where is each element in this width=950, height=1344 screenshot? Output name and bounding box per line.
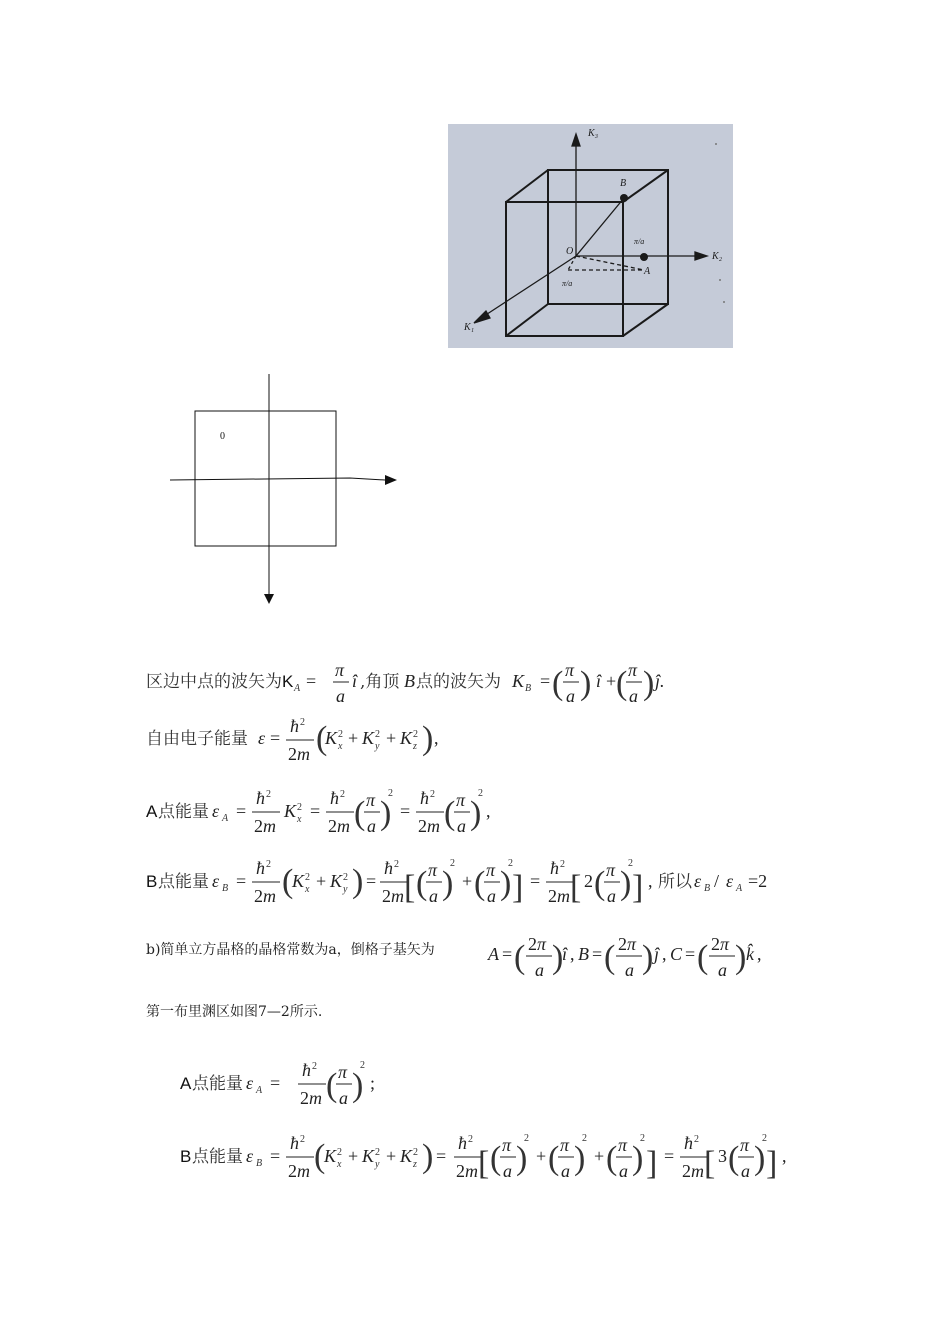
point-b-text: B	[146, 872, 158, 891]
svg-text:2: 2	[468, 1134, 473, 1145]
svg-text:B: B	[256, 1158, 263, 1169]
svg-text:): )	[574, 1140, 586, 1177]
svg-text:+: +	[348, 1146, 359, 1166]
svg-text:2: 2	[430, 789, 435, 800]
svg-text:y: y	[343, 884, 348, 895]
svg-text:,: ,	[434, 728, 439, 748]
svg-text:ε: ε	[246, 1073, 254, 1093]
svg-text:+: +	[536, 1146, 547, 1166]
svg-text:2π: 2π	[618, 934, 637, 954]
svg-text:ĵ: ĵ	[654, 944, 660, 964]
svg-text:,: ,	[570, 944, 575, 964]
svg-text:=: =	[502, 944, 513, 964]
svg-text:2: 2	[343, 872, 348, 883]
svg-text:A: A	[222, 813, 229, 824]
svg-text:[: [	[704, 1145, 716, 1182]
svg-text:): )	[632, 1140, 644, 1177]
svg-text:3: 3	[718, 1146, 727, 1166]
svg-text:x: x	[297, 814, 302, 825]
pi-a-upper-label: π/a	[634, 237, 645, 246]
svg-text:ħ: ħ	[302, 1060, 311, 1080]
svg-text:a: a	[625, 960, 634, 980]
svg-text:x: x	[305, 884, 310, 895]
svg-text:π: π	[366, 790, 376, 810]
svg-text:+: +	[316, 871, 327, 891]
svg-text:ε: ε	[694, 871, 702, 891]
svg-text:2m: 2m	[254, 886, 276, 906]
svg-text:π: π	[335, 660, 345, 680]
svg-text:2m: 2m	[328, 816, 350, 836]
svg-text:ħ: ħ	[550, 858, 559, 878]
svg-text:2: 2	[360, 1060, 365, 1071]
point-a-label: A	[644, 266, 651, 277]
svg-text:ħ: ħ	[420, 788, 429, 808]
svg-text:2: 2	[478, 788, 483, 799]
svg-text:2m: 2m	[288, 744, 310, 764]
svg-text:y: y	[375, 741, 380, 752]
svg-text:A: A	[256, 1085, 263, 1096]
eq-line-8	[0, 1126, 950, 1186]
svg-text:î: î	[596, 671, 602, 691]
svg-text:ĵ.: ĵ.	[655, 671, 665, 691]
ka-symbol: K	[282, 672, 294, 691]
svg-text:ε: ε	[212, 871, 220, 891]
svg-text:[: [	[478, 1145, 490, 1182]
svg-text:î: î	[562, 944, 568, 964]
svg-text:a: a	[566, 686, 575, 706]
svg-text:B: B	[578, 944, 589, 964]
svg-text:=: =	[270, 1073, 281, 1093]
text-point-energy: 点能量	[158, 802, 209, 822]
svg-text:+: +	[348, 728, 359, 748]
svg-text:=: =	[664, 1146, 675, 1166]
svg-text:(: (	[548, 1140, 560, 1177]
svg-text:(: (	[490, 1140, 502, 1177]
svg-text:2m: 2m	[254, 816, 276, 836]
point-b-label: B	[620, 178, 627, 189]
svg-text:a: a	[619, 1161, 628, 1181]
svg-text:2: 2	[762, 1133, 767, 1144]
svg-text:2: 2	[413, 729, 418, 740]
svg-text:π: π	[338, 1062, 348, 1082]
eq-line-4	[0, 852, 950, 912]
svg-text:a: a	[429, 886, 438, 906]
svg-text:ħ: ħ	[256, 788, 265, 808]
svg-text:[: [	[404, 869, 416, 906]
svg-text:a: a	[741, 1161, 750, 1181]
svg-text:(: (	[552, 665, 564, 702]
svg-text:2: 2	[394, 859, 399, 870]
svg-text:]: ]	[512, 869, 524, 906]
svg-text:=: =	[540, 671, 551, 691]
svg-text:): )	[422, 720, 434, 757]
svg-text:): )	[352, 863, 364, 900]
svg-text:): )	[380, 795, 392, 832]
kb-sub: B	[525, 683, 532, 694]
svg-text:2: 2	[628, 858, 633, 869]
svg-text:(: (	[728, 1140, 740, 1177]
svg-text:+: +	[606, 671, 617, 691]
svg-text:;: ;	[370, 1073, 376, 1093]
svg-text:K: K	[362, 728, 375, 748]
svg-text:=: =	[306, 671, 317, 691]
text-free-electron-energy: 自由电子能量	[146, 729, 248, 749]
svg-text:2: 2	[305, 872, 310, 883]
svg-text:=2: =2	[748, 871, 768, 891]
svg-text:): )	[642, 939, 654, 976]
svg-text:ħ: ħ	[256, 858, 265, 878]
svg-text:(: (	[604, 939, 616, 976]
svg-text:π: π	[560, 1135, 570, 1155]
kz-label: K₃	[588, 128, 599, 139]
svg-text:2: 2	[375, 1147, 380, 1158]
svg-text:π: π	[606, 860, 616, 880]
svg-text:(: (	[316, 720, 328, 757]
svg-text:=: =	[236, 871, 247, 891]
svg-text:π: π	[565, 660, 575, 680]
svg-text:2: 2	[413, 1147, 418, 1158]
svg-text:a: a	[629, 686, 638, 706]
svg-text:A: A	[488, 944, 499, 964]
svg-text:K: K	[330, 871, 343, 891]
svg-text:π: π	[618, 1135, 628, 1155]
svg-text:ħ: ħ	[458, 1133, 467, 1153]
svg-text:(: (	[514, 939, 526, 976]
svg-text:): )	[754, 1140, 766, 1177]
svg-text:2m: 2m	[382, 886, 404, 906]
svg-text:y: y	[375, 1159, 380, 1170]
point-b-symbol: B	[404, 671, 415, 691]
svg-text:(: (	[697, 939, 709, 976]
svg-text:2m: 2m	[300, 1088, 322, 1108]
text-first-brillouin: 第一布里渊区如图7—2所示.	[146, 1004, 323, 1020]
svg-text:î: î	[352, 671, 358, 691]
svg-text:2: 2	[340, 789, 345, 800]
svg-text:2: 2	[640, 1133, 645, 1144]
text-point-a-energy-2: 点能量	[192, 1074, 243, 1094]
svg-text:ε: ε	[212, 801, 220, 821]
svg-text:=: =	[236, 801, 247, 821]
svg-text:(: (	[326, 1067, 338, 1104]
svg-text:ħ: ħ	[384, 858, 393, 878]
svg-text:=: =	[366, 871, 377, 891]
svg-text:B: B	[704, 883, 711, 894]
svg-text:]: ]	[646, 1145, 658, 1182]
svg-text:2: 2	[450, 858, 455, 869]
text-corner: ,角顶	[360, 672, 400, 692]
point-a-text-2: A	[180, 1074, 192, 1093]
svg-text:2: 2	[388, 788, 393, 799]
svg-text:x: x	[338, 741, 343, 752]
svg-text:2: 2	[375, 729, 380, 740]
svg-text:[: [	[570, 869, 582, 906]
svg-text:,: ,	[757, 944, 762, 964]
svg-text:ħ: ħ	[330, 788, 339, 808]
svg-text:a: a	[561, 1161, 570, 1181]
svg-text:K: K	[284, 801, 297, 821]
svg-text:2m: 2m	[418, 816, 440, 836]
svg-text:a: a	[457, 816, 466, 836]
text-wave-vector-intro: 区边中点的波矢为	[146, 672, 282, 692]
cube-figure	[448, 124, 733, 348]
eq-line-1	[0, 652, 950, 712]
svg-text:2m: 2m	[288, 1161, 310, 1181]
svg-text:=: =	[310, 801, 321, 821]
eq-line-3	[0, 782, 950, 842]
svg-text:2: 2	[266, 859, 271, 870]
ka-sub: A	[294, 683, 301, 694]
svg-text:=: =	[592, 944, 603, 964]
svg-text:+: +	[462, 871, 473, 891]
svg-text:(: (	[314, 1138, 326, 1175]
svg-text:,: ,	[648, 871, 653, 891]
svg-text:ε: ε	[258, 728, 266, 748]
svg-text:K: K	[400, 1146, 413, 1166]
svg-text:a: a	[607, 886, 616, 906]
svg-text:a: a	[339, 1088, 348, 1108]
pi-a-lower-label: π/a	[562, 279, 573, 288]
svg-text:): )	[735, 939, 747, 976]
svg-text:+: +	[594, 1146, 605, 1166]
svg-text:2π: 2π	[528, 934, 547, 954]
svg-text:,: ,	[782, 1146, 787, 1166]
svg-text:): )	[352, 1067, 364, 1104]
svg-text:): )	[442, 865, 454, 902]
svg-text:): )	[643, 665, 655, 702]
svg-text:ħ: ħ	[290, 1133, 299, 1153]
square-figure	[160, 370, 410, 610]
svg-text:2π: 2π	[711, 934, 730, 954]
svg-text:): )	[422, 1138, 434, 1175]
svg-text:): )	[552, 939, 564, 976]
svg-text:2: 2	[508, 858, 513, 869]
text-corner-vector: 点的波矢为	[416, 672, 501, 692]
eq-line-2	[0, 712, 950, 772]
svg-text:ε: ε	[246, 1146, 254, 1166]
text-point-b-energy-2: 点能量	[192, 1147, 243, 1167]
svg-text:a: a	[487, 886, 496, 906]
ky-label: K₁	[464, 322, 475, 333]
origin-label: O	[566, 246, 574, 257]
point-a-text: A	[146, 802, 158, 821]
svg-text:2: 2	[300, 1134, 305, 1145]
svg-text:=: =	[530, 871, 541, 891]
kb-symbol: K	[512, 671, 525, 691]
svg-text:+: +	[386, 1146, 397, 1166]
svg-text:2m: 2m	[456, 1161, 478, 1181]
svg-text:2m: 2m	[548, 886, 570, 906]
svg-text:π: π	[456, 790, 466, 810]
text-simple-cubic: b)简单立方晶格的晶格常数为a，倒格子基矢为	[146, 942, 435, 958]
svg-text:(: (	[282, 863, 294, 900]
eq-line-5	[0, 928, 950, 988]
svg-text:2: 2	[337, 1147, 342, 1158]
svg-text:2: 2	[312, 1061, 317, 1072]
svg-text:2: 2	[582, 1133, 587, 1144]
svg-text:(: (	[616, 665, 628, 702]
svg-text:2: 2	[338, 729, 343, 740]
svg-text:ε: ε	[726, 871, 734, 891]
svg-text:ħ: ħ	[290, 716, 299, 736]
origin-zero-label: 0	[220, 431, 225, 442]
svg-text:,: ,	[662, 944, 667, 964]
svg-text:a: a	[535, 960, 544, 980]
svg-text:2m: 2m	[682, 1161, 704, 1181]
svg-text:2: 2	[694, 1134, 699, 1145]
svg-text:z: z	[413, 1159, 417, 1170]
svg-text:/: /	[714, 871, 720, 891]
svg-text:π: π	[502, 1135, 512, 1155]
svg-text:=: =	[685, 944, 696, 964]
svg-text:π: π	[486, 860, 496, 880]
text-point-b-energy: 点能量	[158, 872, 209, 892]
svg-text:2: 2	[266, 789, 271, 800]
svg-text:2: 2	[300, 717, 305, 728]
svg-text:=: =	[270, 728, 281, 748]
svg-text:]: ]	[766, 1145, 778, 1182]
svg-text:C: C	[670, 944, 683, 964]
text-therefore: 所以	[658, 872, 692, 892]
svg-text:): )	[470, 795, 482, 832]
svg-text:a: a	[367, 816, 376, 836]
svg-text:): )	[500, 865, 512, 902]
svg-text:K: K	[325, 728, 338, 748]
svg-text:+: +	[386, 728, 397, 748]
svg-text:2: 2	[524, 1133, 529, 1144]
eq-line-6	[0, 992, 950, 1052]
svg-text:π: π	[428, 860, 438, 880]
kx-label: K₂	[712, 251, 723, 262]
svg-text:2: 2	[560, 859, 565, 870]
svg-text:A: A	[736, 883, 743, 894]
svg-text:=: =	[436, 1146, 447, 1166]
svg-text:a: a	[503, 1161, 512, 1181]
eq-line-7	[0, 1056, 950, 1116]
svg-text:(: (	[354, 795, 366, 832]
svg-text:=: =	[400, 801, 411, 821]
svg-text:(: (	[474, 865, 486, 902]
svg-text:): )	[620, 865, 632, 902]
svg-text:]: ]	[632, 869, 644, 906]
svg-text:K: K	[324, 1146, 337, 1166]
svg-text:): )	[516, 1140, 528, 1177]
svg-text:2: 2	[297, 802, 302, 813]
svg-text:): )	[580, 665, 592, 702]
svg-text:a: a	[718, 960, 727, 980]
svg-text:(: (	[444, 795, 456, 832]
svg-text:(: (	[606, 1140, 618, 1177]
svg-text:x: x	[337, 1159, 342, 1170]
svg-text:K: K	[362, 1146, 375, 1166]
svg-text:π: π	[740, 1135, 750, 1155]
point-b-text-2: B	[180, 1147, 192, 1166]
svg-text:(: (	[416, 865, 428, 902]
svg-text:π: π	[628, 660, 638, 680]
svg-text:z: z	[413, 741, 417, 752]
svg-text:K: K	[400, 728, 413, 748]
svg-text:,: ,	[486, 801, 491, 821]
svg-text:2: 2	[584, 871, 593, 891]
svg-text:(: (	[594, 865, 606, 902]
svg-text:K: K	[292, 871, 305, 891]
svg-text:ħ: ħ	[684, 1133, 693, 1153]
svg-text:=: =	[270, 1146, 281, 1166]
svg-text:k̂: k̂	[746, 944, 754, 964]
svg-text:a: a	[336, 686, 345, 706]
svg-text:B: B	[222, 883, 229, 894]
